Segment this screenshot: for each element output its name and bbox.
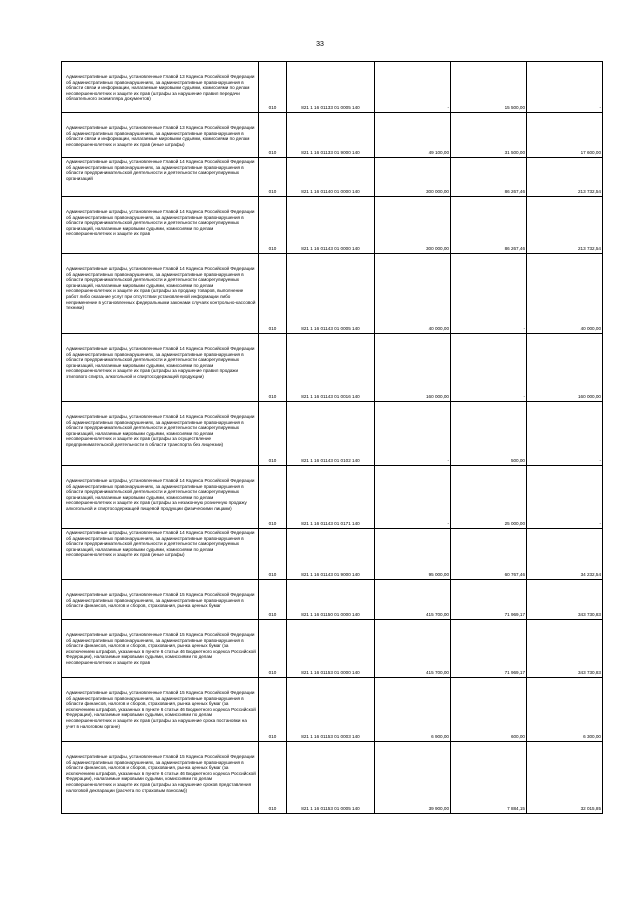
row-approved: 300 000,00 [375,158,451,197]
row-executed: 86 267,46 [451,158,527,197]
row-name: Административные штрафы, установленные Главой 13 Кодекса Российской Федерации об административных правонарушениях, за административные правонарушения в области связи и информации, налагаемые мировыми судьями, комиссиями по делам несовершеннолетних и защите их прав (иные штрафы) [62,113,259,158]
row-name: Административные штрафы, установленные Главой 15 Кодекса Российской Федерации об административных правонарушениях, за административные правонарушения в области финансов, налогов и сборов, страхования, рынка ценных бумаг (за исключением штрафов, указанных в пункте 6 статьи 46 Бюджетного кодекса Российской Федерации), налагаемые мировыми судьями, комиссиями по делам несовершеннолетних и защите их прав (штрафы за нарушение срока постановки на учет в налоговом органе) [62,678,259,742]
row-approved: 95 000,00 [375,529,451,580]
row-budget-code: 821 1 16 01153 01 0003 140 [287,678,375,742]
row-unexecuted: 213 732,54 [527,158,603,197]
row-budget-code: 821 1 16 01143 01 0102 140 [287,402,375,466]
row-budget-code: 821 1 16 01133 01 0005 140 [287,62,375,113]
row-approved: 300 000,00 [375,197,451,254]
row-name: Административные штрафы, установленные Главой 15 Кодекса Российской Федерации об административных правонарушениях, за административные правонарушения в области финансов, налогов и сборов, страхования, рынка ценных бумаг (за исключением штрафов, указанных в пункте 6 статьи 46 Бюджетного кодекса Российской Федерации), налагаемые мировыми судьями, комиссиями по делам несовершеннолетних и защите их прав [62,620,259,678]
row-name: Административные штрафы, установленные Главой 14 Кодекса Российской Федерации об административных правонарушениях, за административные правонарушения в области предпринимательской деятельности и деятельности саморегулируемых организаций, налагаемые мировыми судьями, комиссиями по делам несовершеннолетних и защите их прав (штрафы за нарушение правил продажи этилового спирта, алкогольной и спиртосодержащей продукции) [62,334,259,402]
table-row [62,529,603,580]
row-unexecuted: - [527,402,603,466]
row-line-code: 010 [259,742,287,814]
row-name: Административные штрафы, установленные Главой 14 Кодекса Российской Федерации об административных правонарушениях, за административные правонарушения в области предпринимательской деятельности и деятельности саморегулируемых организаций, налагаемые мировыми судьями, комиссиями по делам несовершеннолетних и защите их прав (штрафы за осуществление предпринимательской деятельности в области транспорта без лицензии) [62,402,259,466]
table-row [62,742,603,814]
row-executed: 60 767,46 [451,529,527,580]
table-row [62,62,603,113]
page-number: 33 [316,41,324,48]
row-approved: - [375,466,451,529]
row-unexecuted: 343 730,83 [527,620,603,678]
row-executed: 71 969,17 [451,580,527,620]
row-unexecuted: 343 730,83 [527,580,603,620]
row-line-code: 010 [259,197,287,254]
table-row [62,402,603,466]
row-unexecuted: 17 600,00 [527,113,603,158]
row-name: Административные штрафы, установленные Главой 13 Кодекса Российской Федерации об административных правонарушениях, за административные правонарушения в области связи и информации, налагаемые мировыми судьями, комиссиями по делам несовершеннолетних и защите их прав (штрафы за нарушение правил передачи обязательного экземпляра документов) [62,62,259,113]
row-executed: - [451,254,527,334]
table-row [62,620,603,678]
row-executed: - [451,334,527,402]
row-approved: - [375,62,451,113]
row-approved: 39 900,00 [375,742,451,814]
row-unexecuted: 40 000,00 [527,254,603,334]
row-line-code: 010 [259,580,287,620]
table-row [62,158,603,197]
row-line-code: 010 [259,529,287,580]
row-name: Административные штрафы, установленные Главой 14 Кодекса Российской Федерации об административных правонарушениях, за административные правонарушения в области предпринимательской деятельности и деятельности саморегулируемых организаций [62,158,259,197]
row-unexecuted: 213 732,54 [527,197,603,254]
row-budget-code: 821 1 16 01143 01 9000 140 [287,529,375,580]
row-name: Административные штрафы, установленные Главой 14 Кодекса Российской Федерации об административных правонарушениях, за административные правонарушения в области предпринимательской деятельности и деятельности саморегулируемых организаций, налагаемые мировыми судьями, комиссиями по делам несовершеннолетних и защите их прав (штрафы за продажу товаров, выполнение работ либо оказание услуг при отсутствии установленной информации либо неприменение в установленных федеральными законами случаях контрольно-кассовой техники) [62,254,259,334]
row-executed: 71 969,17 [451,620,527,678]
row-approved: 49 100,00 [375,113,451,158]
row-line-code: 010 [259,62,287,113]
row-executed: 15 500,00 [451,62,527,113]
row-name: Административные штрафы, установленные Главой 14 Кодекса Российской Федерации об административных правонарушениях, за административные правонарушения в области предпринимательской деятельности и деятельности саморегулируемых организаций, налагаемые мировыми судьями, комиссиями по делам несовершеннолетних и защите их прав [62,197,259,254]
row-line-code: 010 [259,158,287,197]
row-unexecuted: 6 300,00 [527,678,603,742]
row-budget-code: 821 1 16 01143 01 0000 140 [287,197,375,254]
row-budget-code: 821 1 16 01143 01 0171 140 [287,466,375,529]
row-executed: 25 000,00 [451,466,527,529]
row-unexecuted: 34 232,54 [527,529,603,580]
row-unexecuted: 32 015,85 [527,742,603,814]
row-executed: 600,00 [451,678,527,742]
row-approved: 6 900,00 [375,678,451,742]
table-row [62,254,603,334]
row-line-code: 010 [259,113,287,158]
row-line-code: 010 [259,620,287,678]
revenue-table [61,61,603,814]
row-line-code: 010 [259,466,287,529]
row-executed: 86 267,46 [451,197,527,254]
row-name: Административные штрафы, установленные Главой 15 Кодекса Российской Федерации об административных правонарушениях, за административные правонарушения в области финансов, налогов и сборов, страхования, рынка ценных бумаг (за исключением штрафов, указанных в пункте 6 статьи 46 Бюджетного кодекса Российской Федерации), налагаемые мировыми судьями, комиссиями по делам несовершеннолетних и защите их прав (штрафы за нарушение сроков представления налоговой декларации (расчета по страховым взносам)) [62,742,259,814]
row-budget-code: 821 1 16 01140 01 0000 140 [287,158,375,197]
row-executed: 500,00 [451,402,527,466]
row-budget-code: 821 1 16 01153 01 0005 140 [287,742,375,814]
row-unexecuted: 160 000,00 [527,334,603,402]
row-approved: 160 000,00 [375,334,451,402]
row-approved: 415 700,00 [375,620,451,678]
row-approved: - [375,402,451,466]
row-approved: 415 700,00 [375,580,451,620]
row-line-code: 010 [259,334,287,402]
row-executed: 31 500,00 [451,113,527,158]
row-approved: 40 000,00 [375,254,451,334]
row-budget-code: 821 1 16 01153 01 0000 140 [287,620,375,678]
table-row [62,334,603,402]
row-budget-code: 821 1 16 01150 01 0000 140 [287,580,375,620]
row-line-code: 010 [259,678,287,742]
table-row [62,197,603,254]
row-budget-code: 821 1 16 01143 01 0016 140 [287,334,375,402]
table-row [62,580,603,620]
row-name: Административные штрафы, установленные Главой 14 Кодекса Российской Федерации об административных правонарушениях, за административные правонарушения в области предпринимательской деятельности и деятельности саморегулируемых организаций, налагаемые мировыми судьями, комиссиями по делам несовершеннолетних и защите их прав (штрафы за незаконную розничную продажу алкогольной и спиртосодержащей пищевой продукции физическими лицами) [62,466,259,529]
row-name: Административные штрафы, установленные Главой 14 Кодекса Российской Федерации об административных правонарушениях, за административные правонарушения в области предпринимательской деятельности и деятельности саморегулируемых организаций, налагаемые мировыми судьями, комиссиями по делам несовершеннолетних и защите их прав (иные штрафы) [62,529,259,580]
row-executed: 7 884,15 [451,742,527,814]
row-name: Административные штрафы, установленные Главой 15 Кодекса Российской Федерации об административных правонарушениях, за административные правонарушения в области финансов, налогов и сборов, страхования, рынка ценных бумаг [62,580,259,620]
table-row [62,678,603,742]
row-unexecuted: - [527,62,603,113]
row-line-code: 010 [259,254,287,334]
table-row [62,466,603,529]
row-line-code: 010 [259,402,287,466]
table-row [62,113,603,158]
row-unexecuted: - [527,466,603,529]
row-budget-code: 821 1 16 01133 01 9000 140 [287,113,375,158]
row-budget-code: 821 1 16 01143 01 0005 140 [287,254,375,334]
